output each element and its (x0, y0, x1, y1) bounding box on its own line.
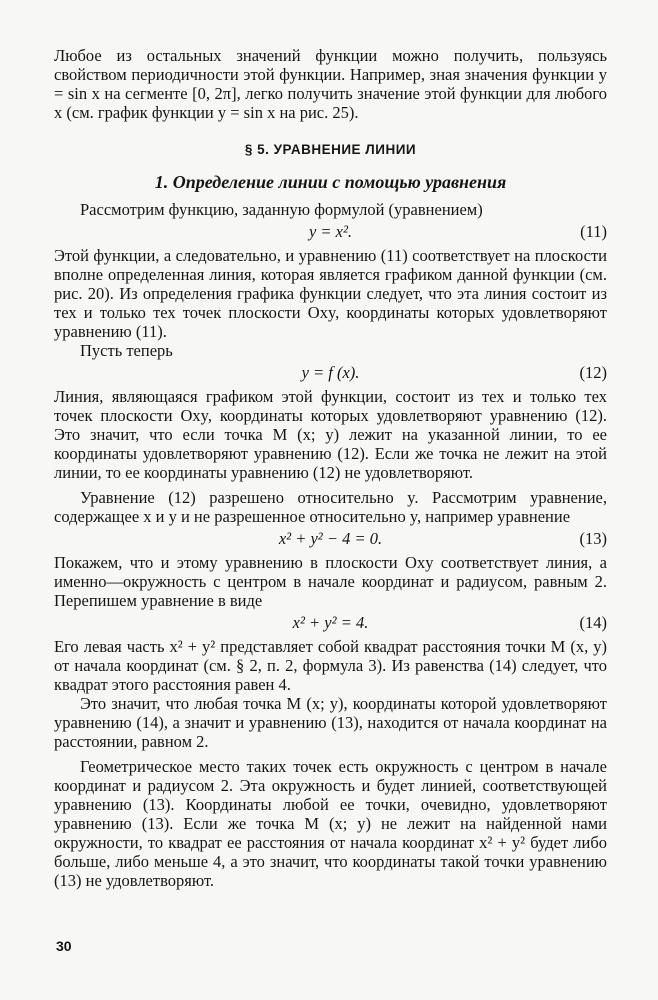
page-content (54, 46, 607, 890)
paragraph-periodicity: Любое из остальных значений функции можно получить, пользуясь свойством периодичности этой функции. Например, зная значения функции y = sin x на сегменте [0, 2π], легко получить значение этой функции для любого x (см. график функции y = sin x на рис. 25). (54, 46, 607, 122)
equation-11 (54, 221, 607, 243)
equation-12-number: (12) (579, 363, 607, 382)
equation-12 (54, 362, 607, 384)
paragraph-let-now: Пусть теперь (80, 341, 173, 360)
equation-14 (54, 612, 607, 634)
subsection-title: 1. Определение линии с помощью уравнения (154, 172, 507, 192)
page-number: 30 (56, 938, 72, 954)
paragraph-line-points: Линия, являющаяся графиком этой функции, состоит из тех и только тех точек плоскости Oxy, координаты которых удовлетворяют уравнению (12). Это значит, что если точка M (x; y) лежит на указанной линии, то ее координаты удовлетворяют уравнению (12). Если же точка не лежит на этой линии, то ее координаты уравнению (12) не удовлетворяют. (54, 387, 607, 482)
paragraph-consider-function: Рассмотрим функцию, заданную формулой (уравнением) (80, 200, 483, 219)
paragraph-solved-for-y: Уравнение (12) разрешено относительно y. Рассмотрим уравнение, содержащее x и y и не разрешенное относительно y, например уравнение (54, 488, 607, 526)
equation-14-body: x² + y² = 4. (292, 613, 369, 632)
paragraph-circle: Покажем, что и этому уравнению в плоскости Oxy соответствует линия, а именно—окружность с центром в начале координат и радиусом, равным 2. Перепишем уравнение в виде (54, 553, 607, 610)
paragraph-locus: Геометрическое место таких точек есть окружность с центром в начале координат и радиусом 2. Эта окружность и будет линией, соответствующей уравнению (13). Координаты любой ее точки, очевидно, удовлетворяют уравнению (13). Если же точка M (x; y) не лежит на найденной нами окружности, то квадрат ее расстояния от начала координат x² + y² будет либо больше, либо меньше 4, а это значит, что координаты такой точки уравнению (13) не удовлетворяют. (54, 757, 607, 890)
equation-12-body: y = f (x). (301, 363, 360, 382)
equation-14-number: (14) (579, 613, 607, 632)
equation-13 (54, 528, 607, 550)
equation-11-number: (11) (580, 222, 607, 241)
section-title: § 5. УРАВНЕНИЕ ЛИНИИ (244, 142, 417, 157)
paragraph-any-point: Это значит, что любая точка M (x; y), координаты которой удовлетворяют уравнению (14), а значит и уравнению (13), находится от начала координат на расстоянии, равном 2. (54, 694, 607, 751)
paragraph-graph-line: Этой функции, а следовательно, и уравнению (11) соответствует на плоскости вполне определенная линия, которая является графиком данной функции (см. рис. 20). Из определения графика функции следует, что эта линия состоит из тех и только тех точек плоскости Oxy, координаты которых удовлетворяют уравнению (11). (54, 246, 607, 341)
paragraph-left-side: Его левая часть x² + y² представляет собой квадрат расстояния точки M (x, y) от начала координат (см. § 2, п. 2, формула 3). Из равенства (14) следует, что квадрат этого расстояния равен 4. (54, 637, 607, 694)
equation-11-body: y = x². (308, 222, 353, 241)
equation-13-body: x² + y² − 4 = 0. (278, 529, 383, 548)
equation-13-number: (13) (579, 529, 607, 548)
